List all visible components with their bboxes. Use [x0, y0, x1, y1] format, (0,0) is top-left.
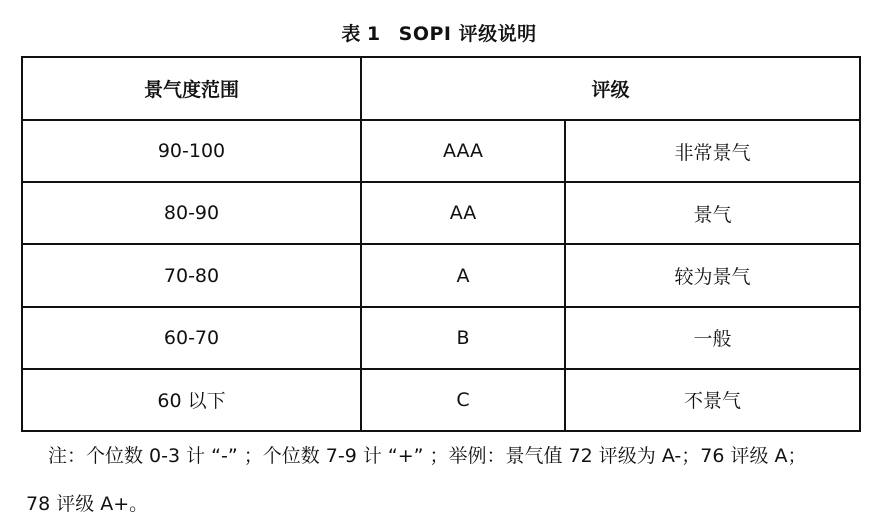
rating-table — [21, 56, 861, 432]
table-row — [22, 120, 860, 182]
table-caption — [0, 19, 878, 46]
caption-label: 表 — [341, 23, 361, 45]
cell-range: 60 以下 — [22, 369, 361, 431]
cell-range: 60-70 — [22, 307, 361, 369]
table-row — [22, 369, 860, 431]
header-rating: 评级 — [361, 57, 860, 120]
cell-range: 70-80 — [22, 244, 361, 306]
cell-grade: AAA — [361, 120, 565, 182]
cell-grade: A — [361, 244, 565, 306]
cell-range: 80-90 — [22, 182, 361, 244]
cell-desc: 景气 — [565, 182, 860, 244]
table-row — [22, 182, 860, 244]
cell-grade: AA — [361, 182, 565, 244]
cell-grade: C — [361, 369, 565, 431]
footnote-line-1: 注：个位数 0-3 计 “-” ；个位数 7-9 计 “+” ；举例：景气值 72 评级为 A-；76 评级 A； — [48, 445, 807, 467]
cell-grade: B — [361, 307, 565, 369]
table-row — [22, 244, 860, 306]
table-header-row — [22, 57, 860, 120]
caption-text: SOPI 评级说明 — [398, 23, 537, 45]
cell-range: 90-100 — [22, 120, 361, 182]
cell-desc: 一般 — [565, 307, 860, 369]
caption-number: 1 — [366, 23, 381, 45]
table-row — [22, 307, 860, 369]
footnote-line-2: 78 评级 A+。 — [26, 493, 149, 515]
cell-desc: 不景气 — [565, 369, 860, 431]
cell-desc: 非常景气 — [565, 120, 860, 182]
cell-desc: 较为景气 — [565, 244, 860, 306]
header-range: 景气度范围 — [22, 57, 361, 120]
